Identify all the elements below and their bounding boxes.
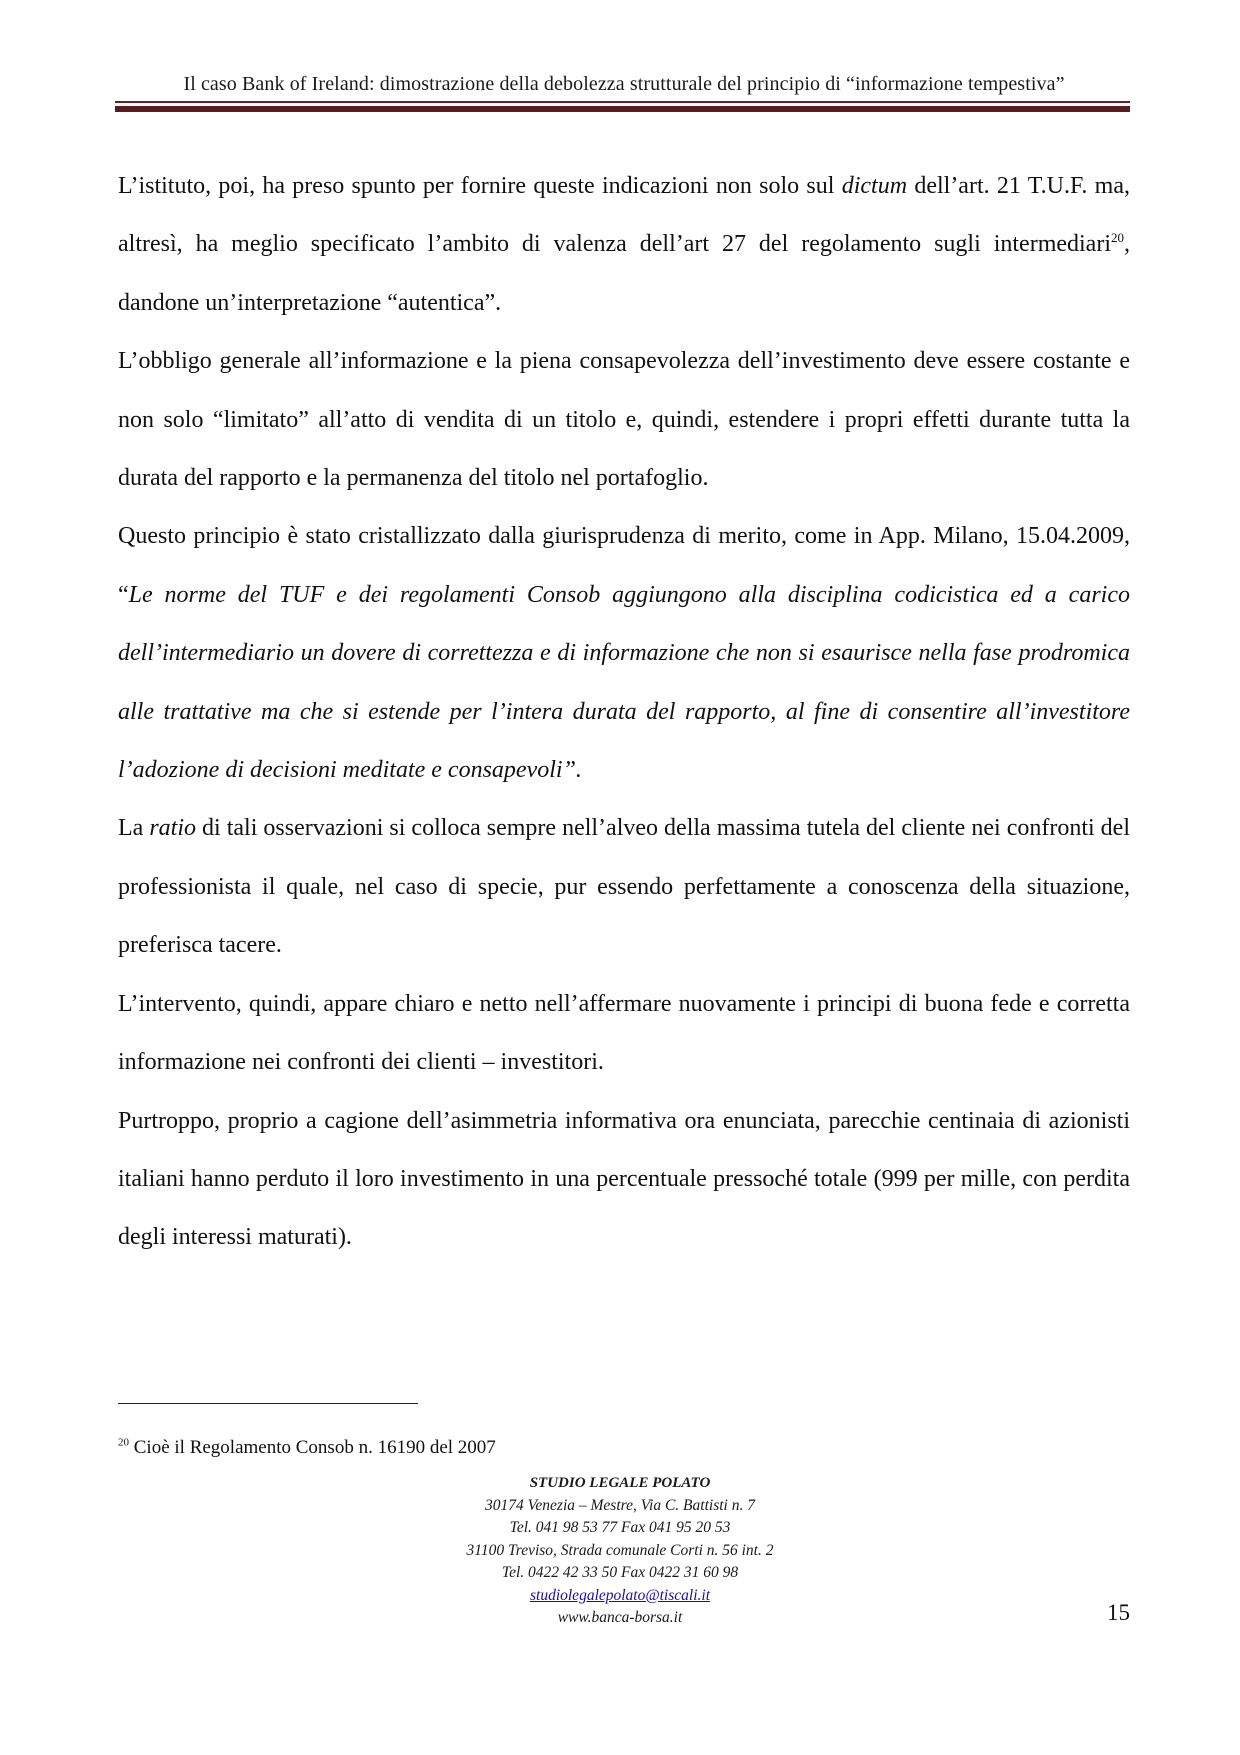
footnote-text: Cioè il Regolamento Consob n. 16190 del 2007 xyxy=(129,1437,496,1458)
address-treviso: 31100 Treviso, Strada comunale Corti n. 56 int. 2 xyxy=(466,1541,774,1559)
header-rule-thick xyxy=(115,106,1130,112)
website: www.banca-borsa.it xyxy=(557,1609,683,1626)
footnote-separator xyxy=(118,1403,418,1404)
term-dictum: dictum xyxy=(841,173,908,199)
term-ratio: ratio xyxy=(149,815,197,842)
email-link[interactable]: studiolegalepolato@tiscali.it xyxy=(529,1586,710,1604)
address-venezia: 30174 Venezia – Mestre, Via C. Battisti n. 7 xyxy=(485,1496,755,1514)
paragraph-6: Purtroppo, proprio a cagione dell’asimmetria informativa ora enunciata, parecchie centinaia di azionisti italiani hanno perduto il loro investimento in una percentuale pressoché totale (999 per mille, con perdita degli interessi maturati). xyxy=(118,1107,1130,1251)
paragraph-1: L’istituto, poi, ha preso spunto per fornire queste indicazioni non solo sul dictum dell’art. 21 T.U.F. ma, altresì, ha meglio specificato l’ambito di valenza dell’art 27 del regolamento sugli intermediari$^{20}$, dandone un’interpretazione “autentica”. xyxy=(118,173,1130,316)
footnote xyxy=(118,1437,1130,1459)
court-quote: Le norme del TUF e dei regolamenti Consob aggiungono alla disciplina codicistica ed a carico dell’intermediario un dovere di correttezza e di informazione che non si esaurisce nella fase prodromica alle trattative ma che si estende per l’intera durata del rapporto, al fine di consentire all’investitore l’adozione di decisioni meditate e consapevoli”. xyxy=(118,581,1130,784)
running-header: Il caso Bank of Ireland: dimostrazione della debolezza strutturale del principio di “informazione tempestiva” xyxy=(183,73,1065,95)
paragraph-2: L’obbligo generale all’informazione e la piena consapevolezza dell’investimento deve essere costante e non solo “limitato” all’atto di vendita di un titolo e, quindi, estendere i propri effetti durante tutta la durata del rapporto e la permanenza del titolo nel portafoglio. xyxy=(118,348,1130,492)
body-text xyxy=(118,157,1130,1267)
paragraph-5: L’intervento, quindi, appare chiaro e netto nell’affermare nuovamente i principi di buona fede e corretta informazione nei confronti dei clienti – investitori. xyxy=(118,990,1130,1076)
phone-treviso: Tel. 0422 42 33 50 Fax 0422 31 60 98 xyxy=(501,1564,739,1581)
letterhead-footer xyxy=(420,1472,820,1630)
header-rule-thin xyxy=(115,101,1130,103)
studio-name: STUDIO LEGALE POLATO xyxy=(529,1475,711,1491)
paragraph-3: Questo principio è stato cristallizzato dalla giurisprudenza di merito, come in App. Milano, 15.04.2009, “Le norme del TUF e dei regolamenti Consob aggiungono alla disciplina codicistica ed a carico dell’intermediario un dovere di correttezza e di informazione che non si esaurisce nella fase prodromica alle trattative ma che si estende per l’intera durata del rapporto, al fine di consentire all’investitore l’adozione di decisioni meditate e consapevoli”. xyxy=(118,523,1130,784)
page-number: 15 xyxy=(1107,1600,1130,1625)
phone-venezia: Tel. 041 98 53 77 Fax 041 95 20 53 xyxy=(509,1519,731,1536)
footnote-number: 20 xyxy=(118,1436,129,1449)
paragraph-4: La ratio di tali osservazioni si colloca sempre nell’alveo della massima tutela del cliente nei confronti del professionista il quale, nel caso di specie, pur essendo perfettamente a conoscenza della situazione, preferisca tacere. xyxy=(118,815,1131,959)
footnote-ref: 20 xyxy=(1111,230,1124,246)
